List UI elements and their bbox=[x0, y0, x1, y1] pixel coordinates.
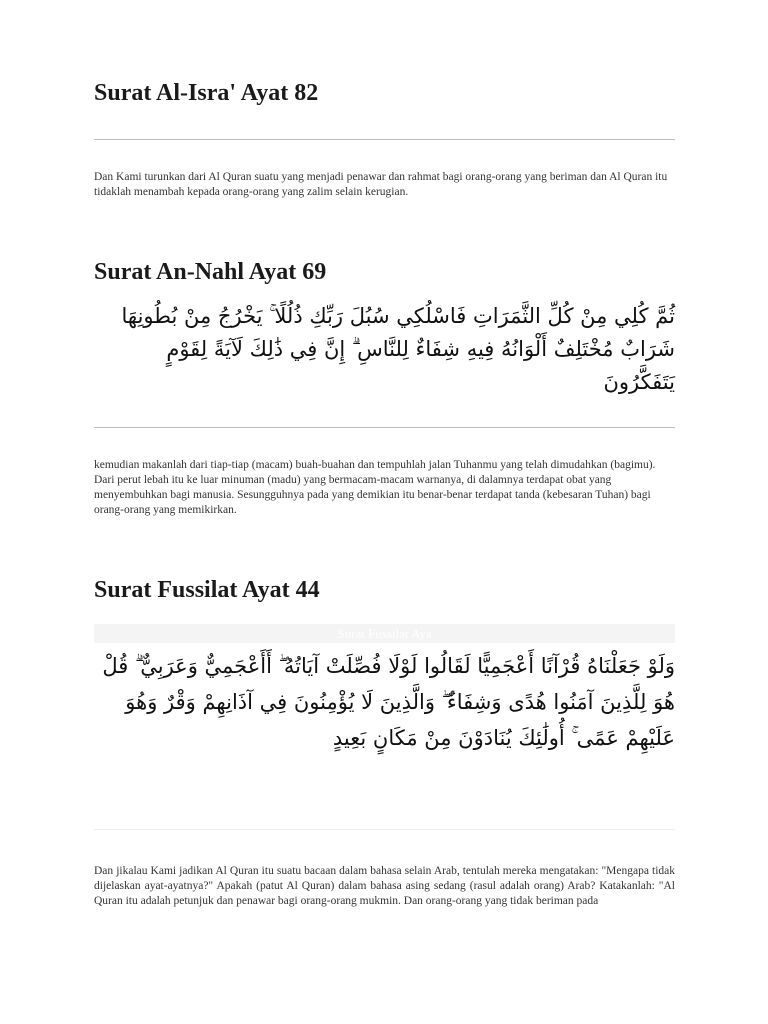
section-title-fussilat: Surat Fussilat Ayat 44 bbox=[94, 577, 320, 603]
divider bbox=[94, 139, 675, 140]
arabic-verse-an-nahl: ثُمَّ كُلِي مِنْ كُلِّ الثَّمَرَاتِ فَاسْلُكِي سُبُلَ رَبِّكِ ذُلُلًا ۚ يَخْرُجُ مِنْ بُطُونِهَا شَرَابٌ مُخْتَلِفٌ أَلْوَانُهُ فِيهِ شِفَاءٌ لِلنَّاسِ ۗ إِنَّ فِي ذَٰلِكَ لَآيَةً لِقَوْمٍ يَتَفَكَّرُونَ bbox=[121, 304, 675, 394]
translation-an-nahl: kemudian makanlah dari tiap-tiap (macam) buah-buahan dan tempuhlah jalan Tuhanmu yang telah dimudahkan (bagimu). Dari perut lebah itu ke luar minuman (madu) yang bermacam-macam warnanya, di dalamnya terdapat obat yang menyembuhkan bagi manusia. Sesungguhnya pada yang demikian itu benar-benar terdapat tanda (kebesaran Tuhan) bagi orang-orang yang memikirkan. bbox=[94, 459, 656, 516]
divider bbox=[94, 427, 675, 428]
section-title-al-isra: Surat Al-Isra' Ayat 82 bbox=[94, 80, 319, 106]
arabic-verse-fussilat: وَلَوْ جَعَلْنَاهُ قُرْآنًا أَعْجَمِيًّا لَقَالُوا لَوْلَا فُصِّلَتْ آيَاتُهُ ۖ أَأَعْجَمِيٌّ وَعَرَبِيٌّ ۗ قُلْ هُوَ لِلَّذِينَ آمَنُوا هُدًى وَشِفَاءٌ ۖ وَالَّذِينَ لَا يُؤْمِنُونَ فِي آذَانِهِمْ وَقْرٌ وَهُوَ عَلَيْهِمْ عَمًى ۚ أُولَٰئِكَ يُنَادَوْنَ مِنْ مَكَانٍ بَعِيدٍ bbox=[102, 654, 675, 750]
divider bbox=[94, 829, 675, 830]
verse-image-caption: Surat Fussilat Aya bbox=[94, 624, 675, 643]
section-title-an-nahl: Surat An-Nahl Ayat 69 bbox=[94, 259, 327, 285]
translation-al-isra: Dan Kami turunkan dari Al Quran suatu yang menjadi penawar dan rahmat bagi orang-orang yang beriman dan Al Quran itu tidaklah menambah kepada orang-orang yang zalim selain kerugian. bbox=[94, 171, 668, 198]
translation-fussilat: Dan jikalau Kami jadikan Al Quran itu suatu bacaan dalam bahasa selain Arab, tentulah mereka mengatakan: "Mengapa tidak dijelaskan ayat-ayatnya?" Apakah (patut Al Quran) dalam bahasa asing sedang (rasul adalah orang) Arab? Katakanlah: "Al Quran itu adalah petunjuk dan penawar bagi orang-orang mukmin. Dan orang-orang yang tidak beriman pada bbox=[94, 865, 675, 907]
